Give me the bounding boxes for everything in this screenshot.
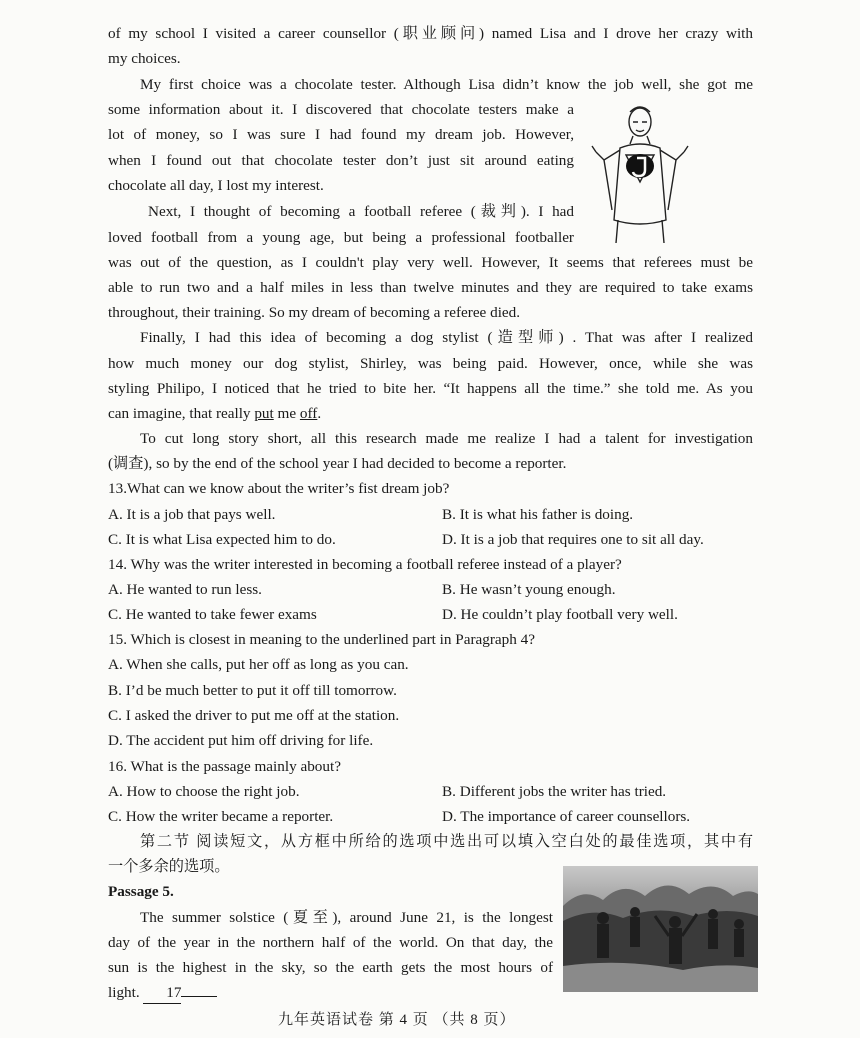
passage-line: styling Philipo, I noticed that he tried to bite her. “It happens all the time.” she told me. As you — [108, 380, 753, 397]
passage-line: Finally, I had this idea of becoming a dog stylist (造型师) . That was after I realized — [140, 329, 753, 346]
option-b: B. It is what his father is doing. — [442, 506, 634, 523]
page-footer: 九年英语试卷 第 4 页 （共 8 页） — [278, 1012, 516, 1028]
option-c: C. I asked the driver to put me off at the station. — [108, 707, 400, 724]
question-14: 14. Why was the writer interested in becoming a football referee instead of a player? — [108, 556, 622, 573]
passage-line: loved football from a young age, but being a professional footballer — [108, 229, 574, 246]
summer-solstice-photo — [563, 866, 758, 992]
passage-line: when I found out that chocolate tester don’t just sit around eating — [108, 152, 574, 169]
section-instructions: 第二节 阅读短文，从方框中所给的选项中选出可以填入空白处的最佳选项，其中有 — [140, 833, 753, 850]
passage-line — [108, 983, 217, 1004]
passage-text: light. — [108, 984, 144, 1001]
option-b: B. He wasn’t young enough. — [442, 581, 616, 598]
option-c: C. How the writer became a reporter. — [108, 808, 334, 825]
answer-blank: 17 — [143, 983, 181, 1004]
passage-line — [108, 404, 321, 424]
superhero-man-illustration — [590, 100, 690, 245]
option-d: D. It is a job that requires one to sit all day. — [442, 531, 704, 548]
option-a: A. It is a job that pays well. — [108, 506, 276, 523]
option-d: D. The accident put him off driving for life. — [108, 732, 374, 749]
answer-blank-tail — [181, 996, 217, 997]
question-16: 16. What is the passage mainly about? — [108, 758, 341, 775]
underlined-word: put — [254, 405, 274, 422]
passage-line: of my school I visited a career counsellor (职业顾问) named Lisa and I drove her crazy with — [108, 25, 753, 42]
option-a: A. When she calls, put her off as long as you can. — [108, 656, 409, 673]
passage-line: sun is the highest in the sky, so the earth gets the most hours of — [108, 959, 553, 976]
option-c: C. He wanted to take fewer exams — [108, 606, 317, 623]
option-d: D. He couldn’t play football very well. — [442, 606, 678, 623]
passage-line: throughout, their training. So my dream of becoming a referee died. — [108, 304, 521, 321]
passage-line: day of the year in the northern half of the world. On that day, the — [108, 934, 553, 951]
passage-line: was out of the question, as I couldn't play very well. However, It seems that referees must be — [108, 254, 753, 271]
question-13: 13.What can we know about the writer’s fist dream job? — [108, 480, 450, 497]
passage-line: (调查), so by the end of the school year I had decided to become a reporter. — [108, 455, 567, 472]
passage-text: can imagine, that really — [108, 405, 255, 422]
passage-text: me — [273, 405, 300, 422]
passage-line: To cut long story short, all this research made me realize I had a talent for investigation — [140, 430, 753, 447]
crowd-silhouettes — [563, 866, 758, 992]
option-b: B. I’d be much better to put it off till tomorrow. — [108, 682, 397, 699]
option-d: D. The importance of career counsellors. — [442, 808, 691, 825]
option-c: C. It is what Lisa expected him to do. — [108, 531, 336, 548]
passage-line: Next, I thought of becoming a football referee (裁判). I had — [148, 203, 574, 220]
underlined-word: off — [299, 405, 318, 422]
passage-line: my choices. — [108, 50, 181, 67]
passage-line: lot of money, so I was sure I had found my dream job. However, — [108, 126, 574, 143]
passage-line: chocolate all day, I lost my interest. — [108, 177, 324, 194]
passage-line: The summer solstice (夏至), around June 21, is the longest — [140, 909, 553, 926]
question-15: 15. Which is closest in meaning to the underlined part in Paragraph 4? — [108, 631, 535, 648]
option-a: A. How to choose the right job. — [108, 783, 300, 800]
passage-line: some information about it. I discovered that chocolate testers make a — [108, 101, 574, 118]
passage-title: Passage 5. — [108, 883, 174, 900]
option-b: B. Different jobs the writer has tried. — [442, 783, 667, 800]
section-instructions: 一个多余的选项。 — [108, 858, 230, 875]
passage-line: My first choice was a chocolate tester. Although Lisa didn’t know the job well, she got me — [140, 76, 753, 93]
option-a: A. He wanted to run less. — [108, 581, 262, 598]
passage-line: how much money our dog stylist, Shirley, was being paid. However, once, while she was — [108, 355, 753, 372]
passage-text: . — [317, 405, 322, 422]
passage-line: able to run two and a half miles in less than twelve minutes and they are required to take exams — [108, 279, 753, 296]
